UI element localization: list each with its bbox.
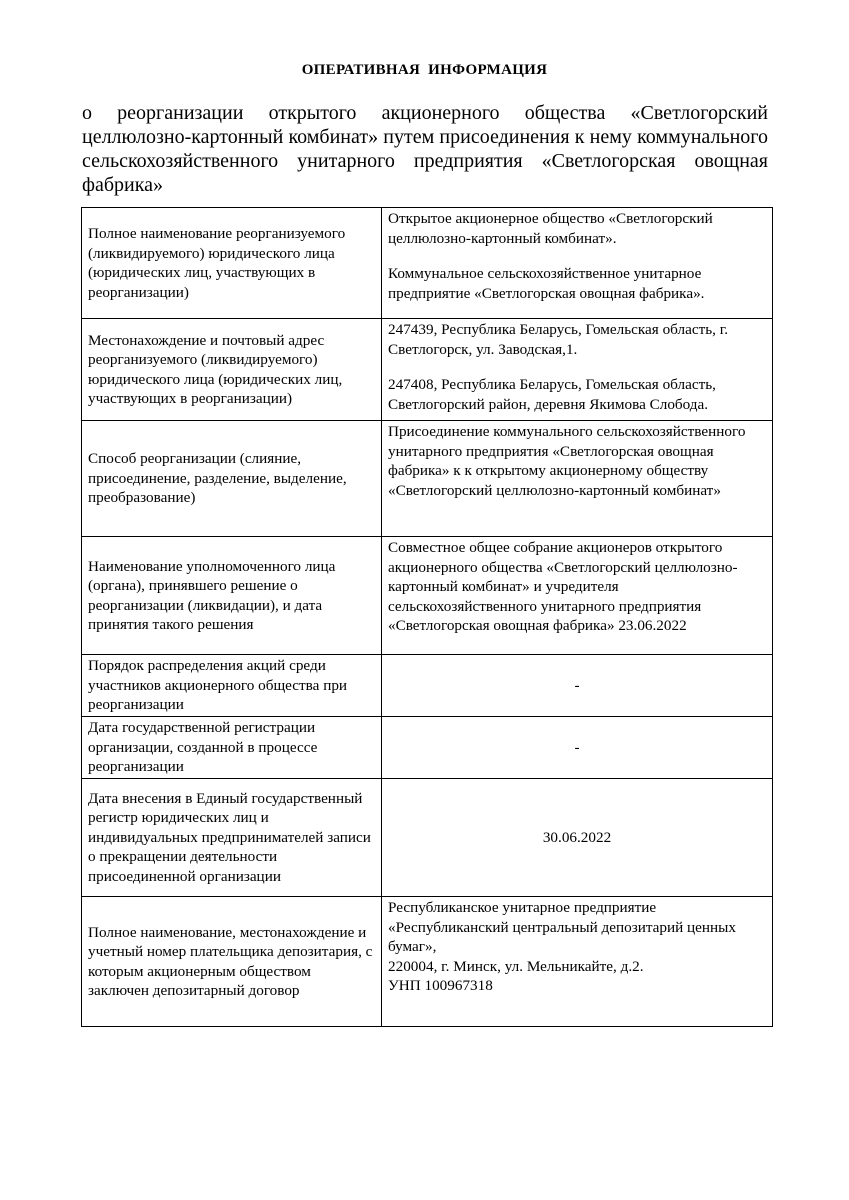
row-label: Дата внесения в Единый государственный регистр юридических лиц и индивидуальных предпринимателей записи о прекращении деятельности присоединенной организации [82, 779, 382, 897]
row-value-paragraph: 247408, Республика Беларусь, Гомельская область, Светлогорский район, деревня Якимова Слобода. [388, 376, 716, 413]
table-row [82, 537, 773, 655]
row-value: 30.06.2022 [382, 779, 773, 897]
table-row [82, 779, 773, 897]
row-value [382, 208, 773, 319]
row-value: - [382, 655, 773, 717]
row-label: Местонахождение и почтовый адрес реорганизуемого (ликвидируемого) юридического лица (юридических лиц, участвующих в реорганизации) [82, 319, 382, 421]
row-value: - [382, 717, 773, 779]
row-label: Полное наименование, местонахождение и учетный номер плательщика депозитария, с которым акционерным обществом заключен депозитарный договор [82, 897, 382, 1027]
row-value [382, 319, 773, 421]
row-value [382, 421, 773, 537]
row-label: Способ реорганизации (слияние, присоединение, разделение, выделение, преобразование) [82, 421, 382, 537]
table-row [82, 897, 773, 1027]
table-row [82, 421, 773, 537]
row-value-paragraph: Открытое акционерное общество «Светлогорский целлюлозно-картонный комбинат». [388, 210, 713, 247]
info-table [81, 207, 773, 1027]
table-row [82, 208, 773, 319]
document-title: ОПЕРАТИВНАЯ ИНФОРМАЦИЯ [301, 62, 548, 78]
row-value-paragraph: УНП 100967318 [388, 977, 493, 994]
table-row [82, 319, 773, 421]
row-value-paragraph: 220004, г. Минск, ул. Мельникайте, д.2. [388, 957, 644, 975]
row-label: Наименование уполномоченного лица (органа), принявшего решение о реорганизации (ликвидации), и дата принятия такого решения [82, 537, 382, 655]
table-row [82, 717, 773, 779]
row-value [382, 537, 773, 655]
row-value-paragraph: Коммунальное сельскохозяйственное унитарное предприятие «Светлогорская овощная фабрика». [388, 265, 705, 302]
row-value-paragraph: 247439, Республика Беларусь, Гомельская область, г. Светлогорск, ул. Заводская,1. [388, 321, 729, 358]
row-label: Полное наименование реорганизуемого (ликвидируемого) юридического лица (юридических лиц, участвующих в реорганизации) [82, 208, 382, 319]
document-subtitle: о реорганизации открытого акционерного общества «Светлогорский целлюлозно-картонный комбинат» путем присоединения к нему коммунального сельскохозяйственного унитарного предприятия «Светлогорская овощная фабрика» [82, 102, 768, 196]
row-label: Дата государственной регистрации организации, созданной в процессе реорганизации [82, 717, 382, 779]
row-value-paragraph: Присоединение коммунального сельскохозяйственного унитарного предприятия «Светлогорская овощная фабрика» к к открытому акционерному обществу «Светлогорский целлюлозно-картонный комбинат» [388, 423, 746, 499]
row-value-paragraph: Совместное общее собрание акционеров открытого акционерного общества «Светлогорский целлюлозно-картонный комбинат» и учредителя сельскохозяйственного унитарного предприятия «Светлогорская овощная фабрика» 23.06.2022 [388, 539, 738, 634]
table-row [82, 655, 773, 717]
row-value-paragraph: Республиканское унитарное предприятие «Республиканский центральный депозитарий ценных бумаг», [388, 899, 736, 955]
row-label: Порядок распределения акций среди участников акционерного общества при реорганизации [82, 655, 382, 717]
row-value [382, 897, 773, 1027]
